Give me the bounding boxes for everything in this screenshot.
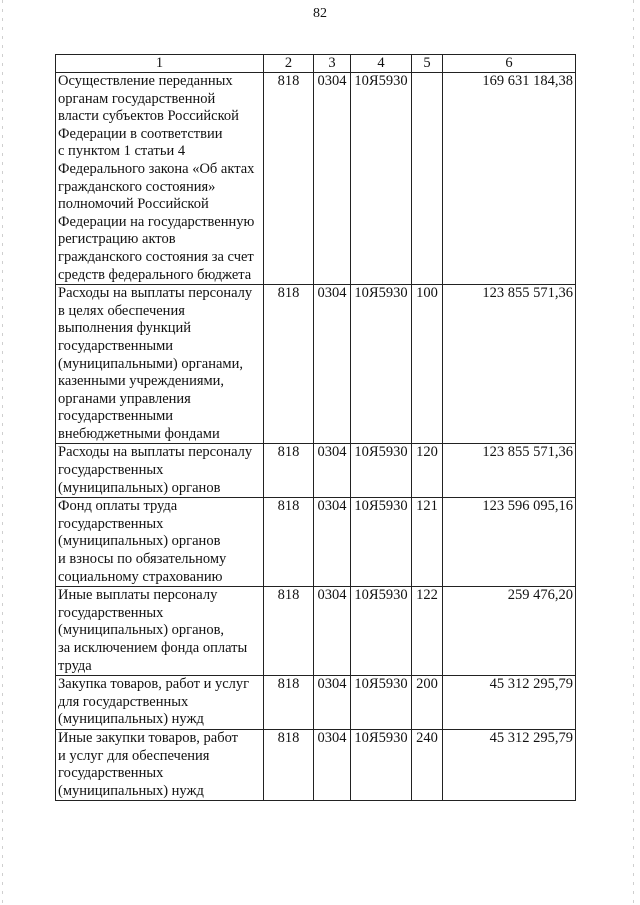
table-row — [56, 498, 576, 587]
row-section-code: 0304 — [314, 285, 351, 444]
table-row — [56, 73, 576, 285]
row-target-article: 10Я5930 — [351, 729, 412, 800]
row-ministry-code: 818 — [264, 498, 314, 587]
row-ministry-code: 818 — [264, 587, 314, 676]
page-number: 82 — [313, 6, 327, 21]
row-expense-type: 200 — [412, 676, 443, 730]
row-name: Иные закупки товаров, работ и услуг для обеспечения государственных (муниципальных) нужд — [56, 729, 264, 800]
row-section-code: 0304 — [314, 676, 351, 730]
row-expense-type: 240 — [412, 729, 443, 800]
row-target-article: 10Я5930 — [351, 676, 412, 730]
table-row — [56, 587, 576, 676]
row-amount: 123 855 571,36 — [443, 444, 576, 498]
row-ministry-code: 818 — [264, 444, 314, 498]
row-section-code: 0304 — [314, 587, 351, 676]
row-expense-type: 100 — [412, 285, 443, 444]
row-target-article: 10Я5930 — [351, 73, 412, 285]
row-ministry-code: 818 — [264, 285, 314, 444]
scan-edge-left — [2, 0, 3, 905]
table-row — [56, 285, 576, 444]
header-col-4: 4 — [351, 55, 412, 73]
row-ministry-code: 818 — [264, 676, 314, 730]
row-expense-type: 121 — [412, 498, 443, 587]
row-amount: 45 312 295,79 — [443, 676, 576, 730]
header-row — [56, 55, 576, 73]
budget-table — [55, 54, 576, 801]
table-row — [56, 729, 576, 800]
row-section-code: 0304 — [314, 498, 351, 587]
row-target-article: 10Я5930 — [351, 498, 412, 587]
row-amount: 45 312 295,79 — [443, 729, 576, 800]
row-expense-type: 120 — [412, 444, 443, 498]
row-target-article: 10Я5930 — [351, 444, 412, 498]
row-name: Расходы на выплаты персоналу государственных (муниципальных) органов — [56, 444, 264, 498]
header-col-5: 5 — [412, 55, 443, 73]
row-expense-type: 122 — [412, 587, 443, 676]
row-target-article: 10Я5930 — [351, 285, 412, 444]
row-amount: 123 596 095,16 — [443, 498, 576, 587]
header-col-6: 6 — [443, 55, 576, 73]
row-amount: 259 476,20 — [443, 587, 576, 676]
header-col-3: 3 — [314, 55, 351, 73]
row-name: Осуществление переданных органам государственной власти субъектов Российской Федерации в соответствии с пунктом 1 статьи 4 Федерального закона «Об актах гражданского состояния» полномочий Российской Федерации на государственную регистрацию актов гражданского состояния за счет средств федерального бюджета — [56, 73, 264, 285]
row-name: Фонд оплаты труда государственных (муниципальных) органов и взносы по обязательному социальному страхованию — [56, 498, 264, 587]
table-row — [56, 676, 576, 730]
row-name: Иные выплаты персоналу государственных (муниципальных) органов, за исключением фонда оплаты труда — [56, 587, 264, 676]
row-section-code: 0304 — [314, 729, 351, 800]
row-amount: 123 855 571,36 — [443, 285, 576, 444]
row-ministry-code: 818 — [264, 73, 314, 285]
row-section-code: 0304 — [314, 73, 351, 285]
header-col-2: 2 — [264, 55, 314, 73]
row-ministry-code: 818 — [264, 729, 314, 800]
table-row — [56, 444, 576, 498]
header-col-1: 1 — [56, 55, 264, 73]
row-target-article: 10Я5930 — [351, 587, 412, 676]
row-name: Расходы на выплаты персоналу в целях обеспечения выполнения функций государственными (муниципальными) органами, казенными учреждениями, органами управления государственными внебюджетными фондами — [56, 285, 264, 444]
row-amount: 169 631 184,38 — [443, 73, 576, 285]
row-section-code: 0304 — [314, 444, 351, 498]
row-name: Закупка товаров, работ и услуг для государственных (муниципальных) нужд — [56, 676, 264, 730]
row-expense-type — [412, 73, 443, 285]
scan-edge-right — [633, 0, 634, 905]
